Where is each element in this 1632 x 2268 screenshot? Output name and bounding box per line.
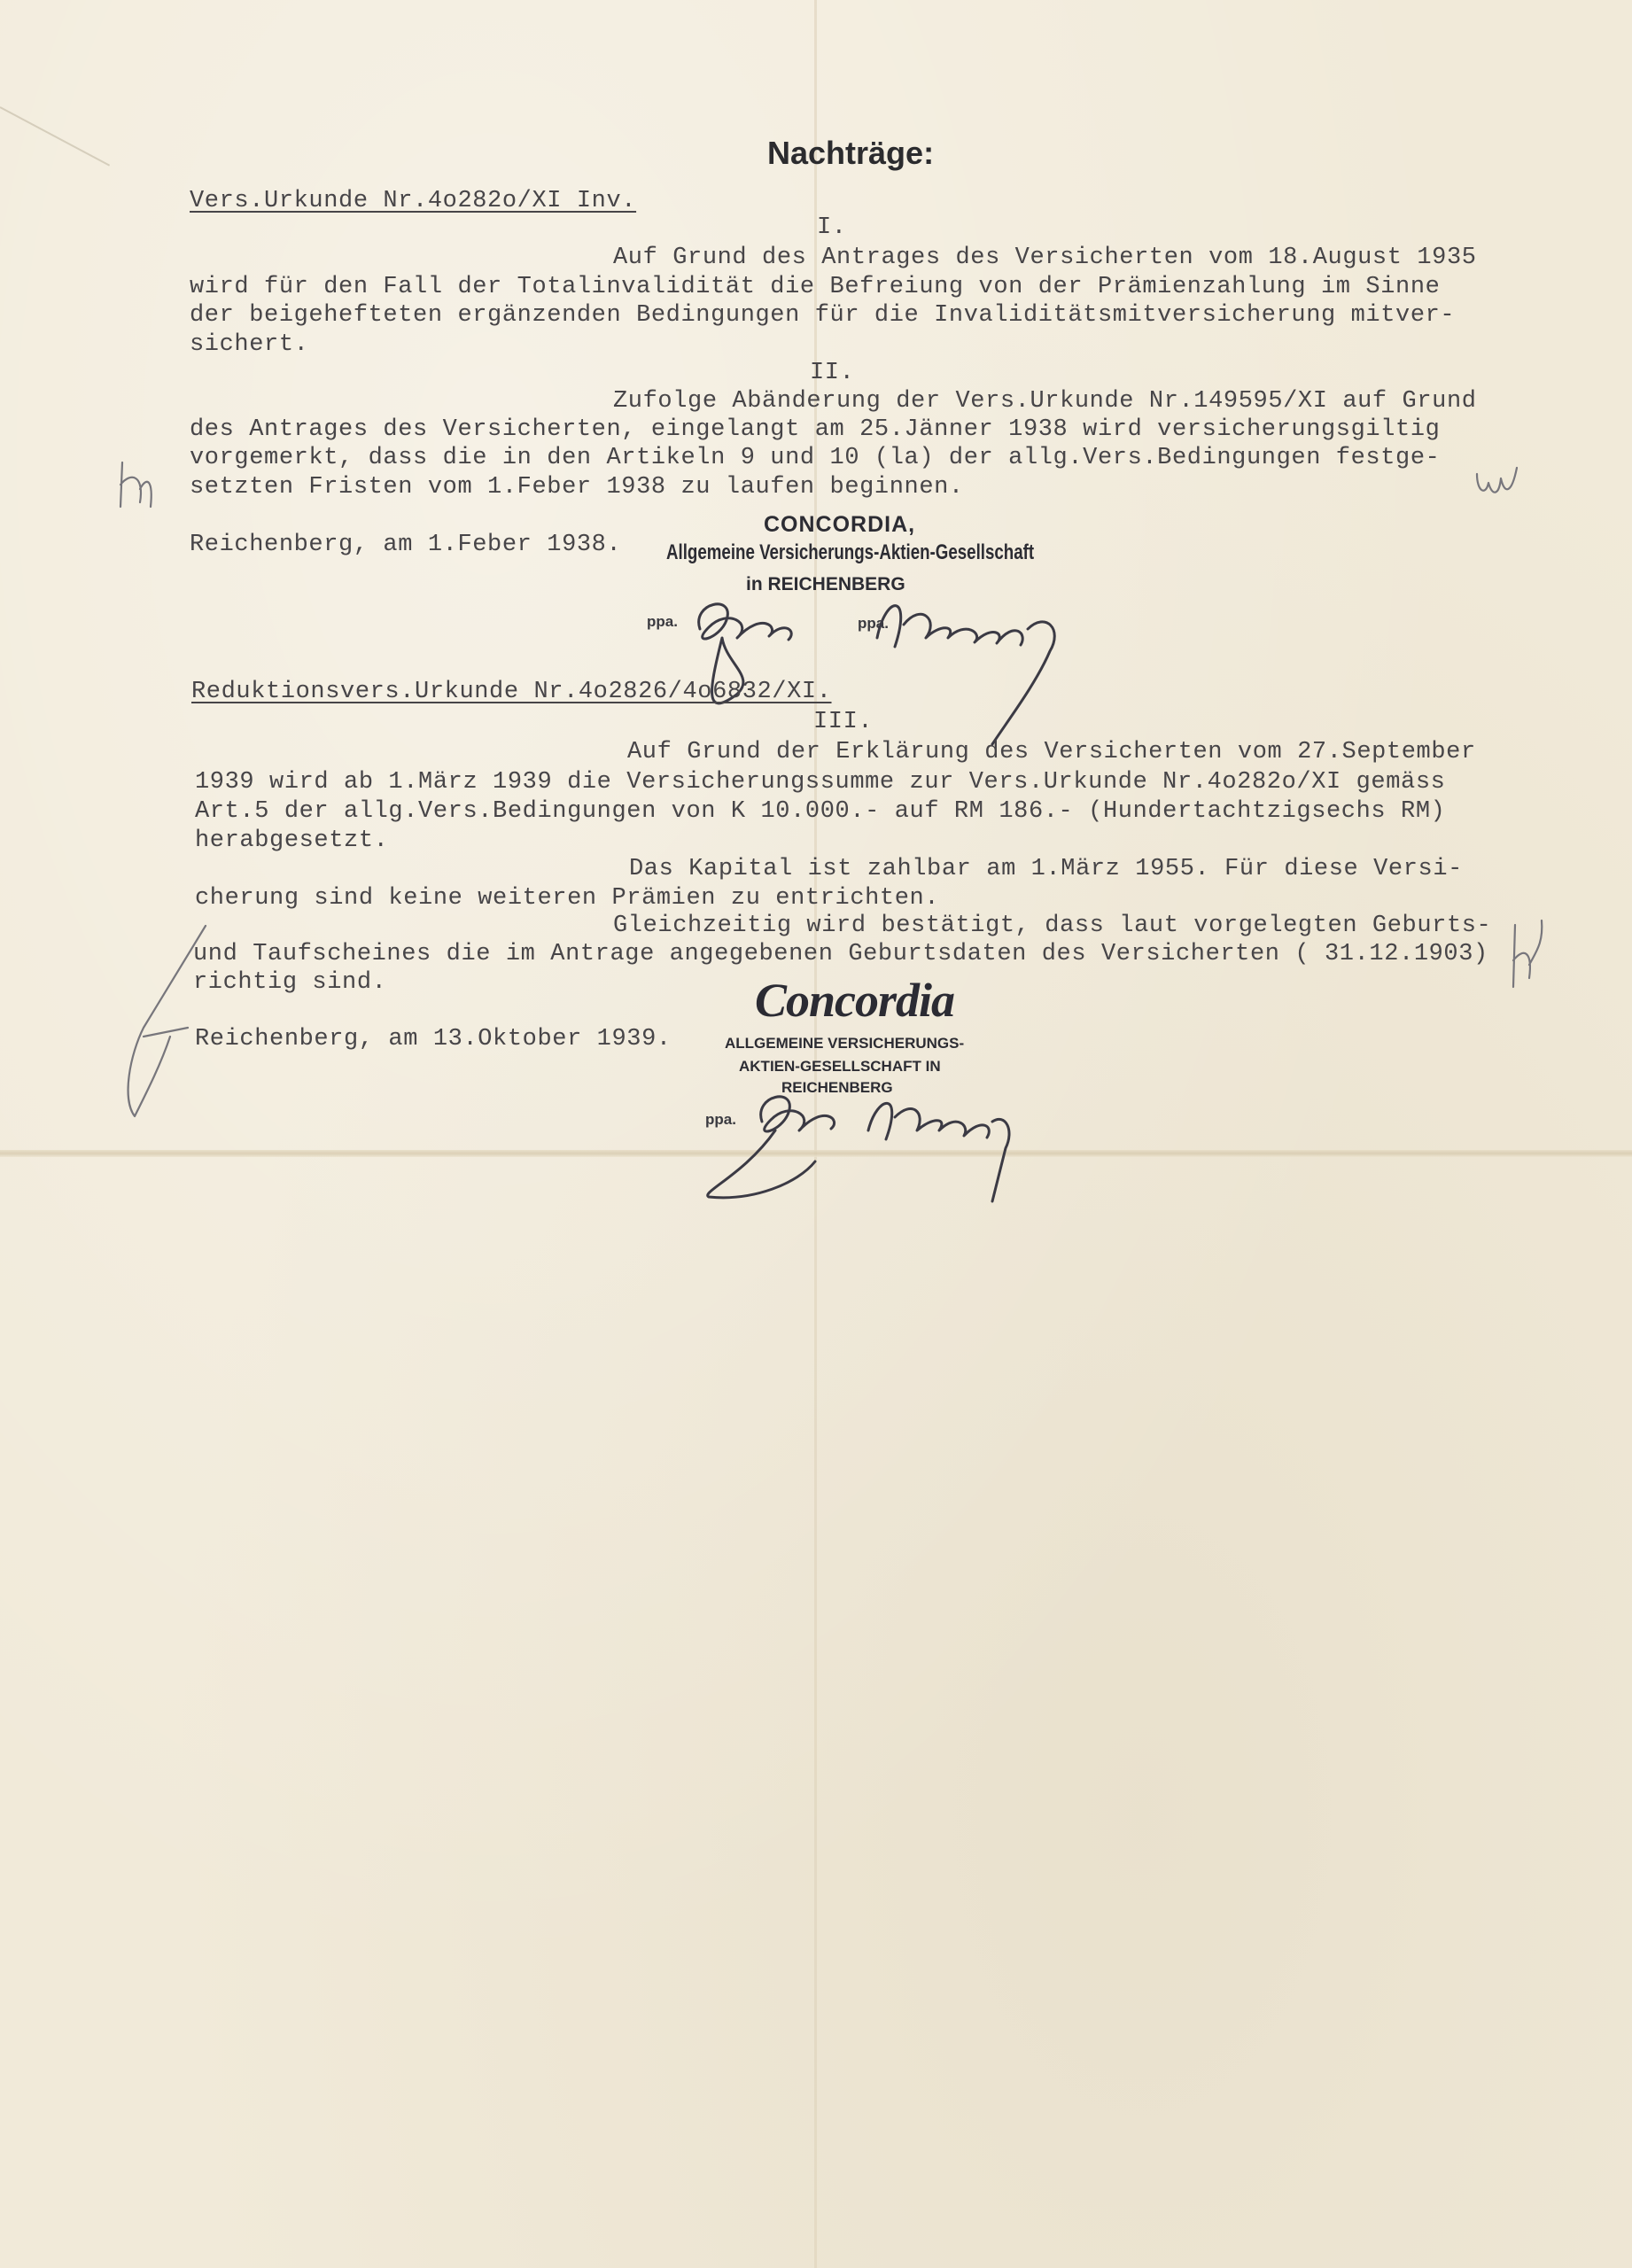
para-birth-line1: Gleichzeitig wird bestätigt, dass laut vorgelegten Geburts-: [613, 913, 1492, 939]
margin-pencil-mark-2: [1473, 461, 1526, 514]
corner-crease: [0, 106, 110, 166]
para-ii-line1: Zufolge Abänderung der Vers.Urkunde Nr.149595/XI auf Grund: [613, 388, 1477, 415]
numeral-i: I.: [817, 214, 847, 241]
stamp-1-city: in REICHENBERG: [746, 574, 905, 594]
para-iii-line1: Auf Grund der Erklärung des Versicherten vom 27.September: [627, 739, 1476, 765]
para-capital-line2: cherung sind keine weiteren Prämien zu entrichten.: [195, 885, 940, 912]
stamp-1-company: Allgemeine Versicherungs-Aktien-Gesellschaft: [666, 540, 1035, 564]
para-iii-line3: Art.5 der allg.Vers.Bedingungen von K 10.000.- auf RM 186.- (Hundertachtzigsechs RM): [195, 798, 1446, 825]
para-ii-line4: setzten Fristen vom 1.Feber 1938 zu laufen beginnen.: [190, 474, 964, 501]
page-title: Nachträge:: [767, 135, 935, 171]
signature-1: [673, 585, 1170, 762]
margin-pencil-mark-1: [113, 454, 167, 524]
ppa-label-2: ppa.: [858, 615, 889, 632]
para-i-line1: Auf Grund des Antrages des Versicherten vom 18.August 1935: [613, 245, 1477, 271]
para-capital-line1: Das Kapital ist zahlbar am 1.März 1955. Für diese Versi-: [629, 856, 1463, 882]
para-ii-line2: des Antrages des Versicherten, eingelangt am 25.Jänner 1938 wird versicherungsgiltig: [190, 416, 1441, 443]
para-birth-line2: und Taufscheines die im Antrage angegebenen Geburtsdaten des Versicherten ( 31.12.1903): [193, 941, 1488, 967]
para-i-line3: der beigehefteten ergänzenden Bedingungen für die Invaliditätsmitversicherung mitver-: [190, 302, 1456, 329]
para-i-line4: sichert.: [190, 331, 309, 358]
ppa-label-3: ppa.: [705, 1111, 736, 1128]
ppa-label-1: ppa.: [647, 613, 678, 630]
numeral-ii: II.: [810, 360, 855, 386]
stamp-2-line1: ALLGEMEINE VERSICHERUNGS-: [725, 1035, 965, 1052]
place-date-2: Reichenberg, am 13.Oktober 1939.: [195, 1026, 672, 1052]
para-ii-line3: vorgemerkt, dass die in den Artikeln 9 und 10 (la) der allg.Vers.Bedingungen festge-: [190, 445, 1441, 471]
para-birth-line3: richtig sind.: [193, 969, 387, 996]
signature-2: [700, 1077, 1125, 1237]
policy-reference-1: Vers.Urkunde Nr.4o282o/XI Inv.: [190, 188, 637, 214]
numeral-iii: III.: [813, 709, 874, 735]
stamp-2-line3: REICHENBERG: [781, 1079, 893, 1096]
para-iii-line2: 1939 wird ab 1.März 1939 die Versicherungssumme zur Vers.Urkunde Nr.4o282o/XI gemäss: [195, 769, 1446, 796]
policy-reference-2: Reduktionsvers.Urkunde Nr.4o2826/4o6832/XI.: [191, 679, 832, 705]
stamp-1-name: CONCORDIA,: [764, 512, 916, 537]
place-date-1: Reichenberg, am 1.Feber 1938.: [190, 532, 622, 558]
margin-pencil-mark-3: [117, 921, 214, 1125]
para-iii-line4: herabgesetzt.: [195, 827, 389, 854]
margin-pencil-mark-4: [1497, 916, 1550, 996]
stamp-2-line2: AKTIEN-GESELLSCHAFT IN: [739, 1058, 941, 1075]
concordia-logo: Concordia: [755, 974, 955, 1027]
para-i-line2: wird für den Fall der Totalinvalidität die Befreiung von der Prämienzahlung im Sinne: [190, 274, 1441, 300]
